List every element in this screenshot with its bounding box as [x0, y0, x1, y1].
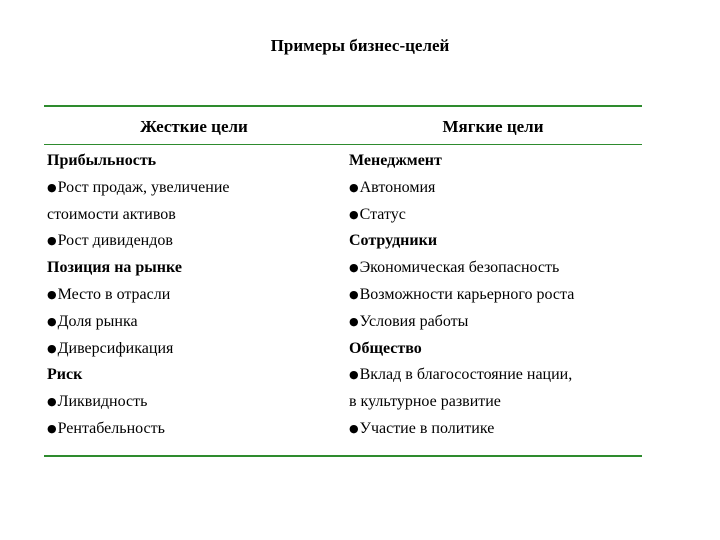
- list-item-text: Участие в политике: [359, 419, 495, 437]
- list-item: [47, 228, 337, 255]
- list-item-text: Ликвидность: [57, 393, 148, 411]
- list-item: [349, 389, 639, 416]
- list-item-text: Общество: [349, 339, 422, 357]
- list-item-text: Экономическая безопасность: [359, 259, 560, 277]
- category-heading: [47, 255, 337, 282]
- list-item-text: Доля рынка: [57, 312, 138, 330]
- list-item-text: Позиция на рынке: [47, 259, 182, 277]
- list-item-text: Вклад в благосостояние нации,: [359, 366, 573, 384]
- list-item-text: Менеджмент: [349, 152, 442, 169]
- page-title-text: Примеры бизнес-целей: [270, 36, 450, 55]
- list-item-text: в культурное развитие: [349, 393, 501, 411]
- list-item: [349, 175, 639, 202]
- list-item-text: Прибыльность: [47, 152, 157, 169]
- bullet-icon: ●: [349, 180, 359, 194]
- category-heading: [349, 336, 639, 363]
- bullet-icon: ●: [47, 180, 57, 194]
- bullet-icon: ●: [349, 287, 359, 301]
- list-item-text: Рост дивидендов: [57, 232, 173, 250]
- list-item: [47, 175, 337, 202]
- bullet-icon: ●: [47, 234, 57, 248]
- bullet-icon: ●: [349, 261, 359, 275]
- bullet-icon: ●: [349, 207, 359, 221]
- list-item-text: стоимости активов: [47, 205, 176, 223]
- list-item-text: Возможности карьерного роста: [359, 285, 575, 303]
- table-bottom-rule: [44, 455, 642, 457]
- list-item-text: Условия работы: [359, 312, 469, 330]
- list-item: [47, 416, 337, 443]
- list-item-text: Рентабельность: [57, 419, 165, 437]
- bullet-icon: ●: [47, 341, 57, 355]
- category-heading: [47, 148, 337, 175]
- bullet-icon: ●: [349, 421, 359, 435]
- list-item: [47, 282, 337, 309]
- bullet-icon: ●: [47, 395, 57, 409]
- list-item: [349, 255, 639, 282]
- list-item-text: Сотрудники: [349, 232, 438, 250]
- list-item-text: Место в отрасли: [57, 285, 171, 303]
- list-item: [47, 389, 337, 416]
- header-soft-goals: Мягкие цели: [442, 117, 544, 136]
- hard-goals-column: [47, 148, 337, 443]
- list-item: [47, 309, 337, 336]
- list-item-text: Статус: [359, 205, 406, 223]
- list-item: [349, 309, 639, 336]
- page-title: [0, 36, 720, 56]
- category-heading: [47, 362, 337, 389]
- table-top-rule: [44, 105, 642, 107]
- list-item-text: Диверсификация: [57, 339, 174, 357]
- bullet-icon: ●: [349, 368, 359, 382]
- list-item-text: Автономия: [359, 178, 436, 196]
- bullet-icon: ●: [47, 421, 57, 435]
- table-header-rule: [44, 144, 642, 145]
- soft-goals-column: [349, 148, 639, 443]
- list-item: [47, 202, 337, 229]
- header-hard-goals: Жесткие цели: [140, 117, 248, 136]
- category-heading: [349, 228, 639, 255]
- category-heading: [349, 148, 639, 175]
- list-item: [47, 336, 337, 363]
- bullet-icon: ●: [47, 287, 57, 301]
- bullet-icon: ●: [349, 314, 359, 328]
- list-item: [349, 282, 639, 309]
- list-item: [349, 362, 639, 389]
- bullet-icon: ●: [47, 314, 57, 328]
- list-item: [349, 416, 639, 443]
- list-item-text: Рост продаж, увеличение: [57, 178, 230, 196]
- list-item: [349, 202, 639, 229]
- list-item-text: Риск: [47, 366, 83, 384]
